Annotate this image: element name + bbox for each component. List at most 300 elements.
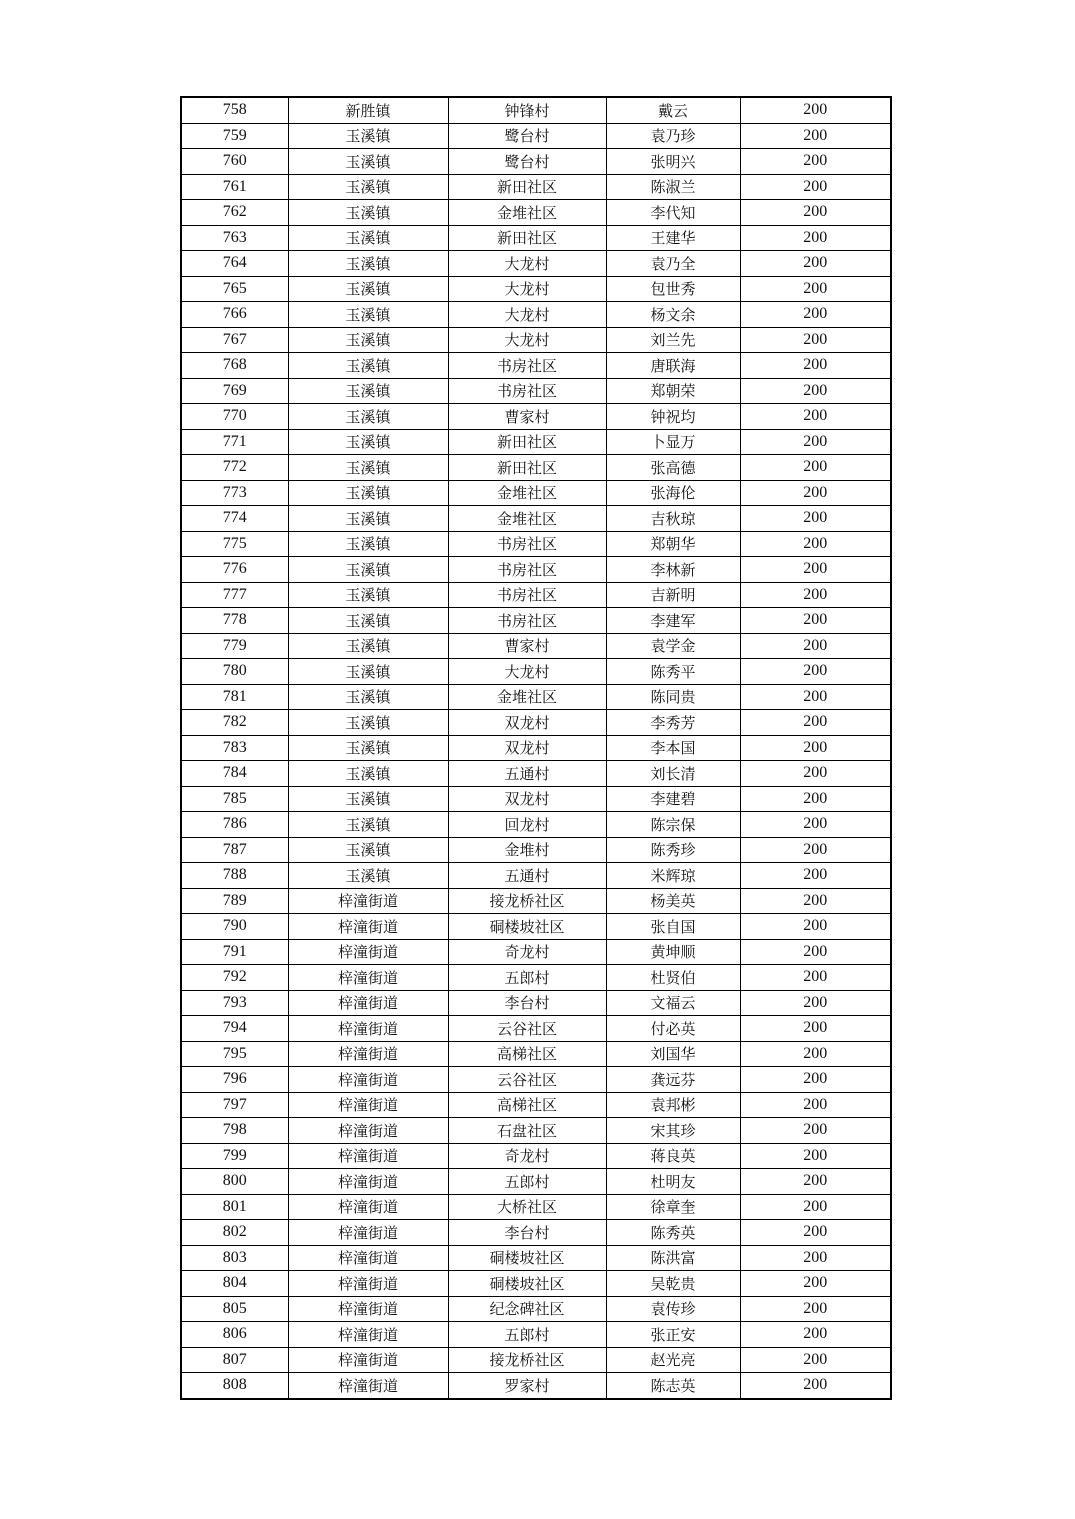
town-cell: 梓潼街道 — [288, 1271, 448, 1297]
amount-cell: 200 — [740, 97, 891, 123]
town-cell: 玉溪镇 — [288, 557, 448, 583]
table-row — [181, 633, 891, 659]
village-cell: 回龙村 — [448, 812, 606, 838]
village-cell: 五通村 — [448, 863, 606, 889]
amount-cell: 200 — [740, 1220, 891, 1246]
serial-number-cell: 766 — [181, 302, 288, 328]
serial-number-cell: 778 — [181, 608, 288, 634]
village-cell: 书房社区 — [448, 582, 606, 608]
table-row — [181, 225, 891, 251]
serial-number-cell: 794 — [181, 1016, 288, 1042]
person-name-cell: 李建军 — [606, 608, 740, 634]
table-row — [181, 786, 891, 812]
village-cell: 新田社区 — [448, 174, 606, 200]
amount-cell: 200 — [740, 812, 891, 838]
village-cell: 五郎村 — [448, 1169, 606, 1195]
town-cell: 玉溪镇 — [288, 608, 448, 634]
table-row — [181, 251, 891, 277]
town-cell: 玉溪镇 — [288, 480, 448, 506]
person-name-cell: 戴云 — [606, 97, 740, 123]
table-row — [181, 965, 891, 991]
table-row — [181, 735, 891, 761]
person-name-cell: 陈同贵 — [606, 684, 740, 710]
table-row — [181, 506, 891, 532]
table-row — [181, 480, 891, 506]
amount-cell: 200 — [740, 1271, 891, 1297]
town-cell: 玉溪镇 — [288, 123, 448, 149]
serial-number-cell: 765 — [181, 276, 288, 302]
serial-number-cell: 780 — [181, 659, 288, 685]
table-row — [181, 1067, 891, 1093]
amount-cell: 200 — [740, 302, 891, 328]
person-name-cell: 包世秀 — [606, 276, 740, 302]
person-name-cell: 郑朝华 — [606, 531, 740, 557]
table-row — [181, 1169, 891, 1195]
table-row — [181, 1143, 891, 1169]
amount-cell: 200 — [740, 276, 891, 302]
amount-cell: 200 — [740, 761, 891, 787]
village-cell: 钟锋村 — [448, 97, 606, 123]
person-name-cell: 刘国华 — [606, 1041, 740, 1067]
village-cell: 鹭台村 — [448, 149, 606, 175]
person-name-cell: 徐章奎 — [606, 1194, 740, 1220]
serial-number-cell: 806 — [181, 1322, 288, 1348]
serial-number-cell: 763 — [181, 225, 288, 251]
person-name-cell: 蒋良英 — [606, 1143, 740, 1169]
village-cell: 金堆社区 — [448, 506, 606, 532]
table-row — [181, 1092, 891, 1118]
town-cell: 玉溪镇 — [288, 200, 448, 226]
table-row — [181, 1118, 891, 1144]
serial-number-cell: 804 — [181, 1271, 288, 1297]
person-name-cell: 张海伦 — [606, 480, 740, 506]
village-cell: 罗家村 — [448, 1373, 606, 1399]
town-cell: 玉溪镇 — [288, 582, 448, 608]
amount-cell: 200 — [740, 608, 891, 634]
person-name-cell: 赵光亮 — [606, 1347, 740, 1373]
table-row — [181, 939, 891, 965]
town-cell: 梓潼街道 — [288, 990, 448, 1016]
town-cell: 梓潼街道 — [288, 1016, 448, 1042]
amount-cell: 200 — [740, 1169, 891, 1195]
person-name-cell: 陈洪富 — [606, 1245, 740, 1271]
serial-number-cell: 795 — [181, 1041, 288, 1067]
table-row — [181, 710, 891, 736]
amount-cell: 200 — [740, 455, 891, 481]
person-name-cell: 袁邦彬 — [606, 1092, 740, 1118]
village-cell: 高梯社区 — [448, 1092, 606, 1118]
table-row — [181, 659, 891, 685]
table-row — [181, 1296, 891, 1322]
serial-number-cell: 774 — [181, 506, 288, 532]
town-cell: 梓潼街道 — [288, 1347, 448, 1373]
village-cell: 双龙村 — [448, 710, 606, 736]
table-row — [181, 1271, 891, 1297]
amount-cell: 200 — [740, 1245, 891, 1271]
table-row — [181, 1194, 891, 1220]
serial-number-cell: 786 — [181, 812, 288, 838]
person-name-cell: 李代知 — [606, 200, 740, 226]
serial-number-cell: 768 — [181, 353, 288, 379]
table-row — [181, 837, 891, 863]
table-row — [181, 1016, 891, 1042]
amount-cell: 200 — [740, 1041, 891, 1067]
amount-cell: 200 — [740, 174, 891, 200]
serial-number-cell: 790 — [181, 914, 288, 940]
village-cell: 奇龙村 — [448, 1143, 606, 1169]
table-row — [181, 914, 891, 940]
table-row — [181, 1373, 891, 1399]
village-cell: 大龙村 — [448, 659, 606, 685]
village-cell: 接龙桥社区 — [448, 1347, 606, 1373]
amount-cell: 200 — [740, 506, 891, 532]
serial-number-cell: 772 — [181, 455, 288, 481]
village-cell: 李台村 — [448, 990, 606, 1016]
town-cell: 梓潼街道 — [288, 1169, 448, 1195]
person-name-cell: 吉秋琼 — [606, 506, 740, 532]
table-row — [181, 404, 891, 430]
town-cell: 玉溪镇 — [288, 455, 448, 481]
amount-cell: 200 — [740, 888, 891, 914]
amount-cell: 200 — [740, 531, 891, 557]
village-cell: 五通村 — [448, 761, 606, 787]
person-name-cell: 张高德 — [606, 455, 740, 481]
town-cell: 梓潼街道 — [288, 965, 448, 991]
table-row — [181, 149, 891, 175]
town-cell: 梓潼街道 — [288, 1296, 448, 1322]
town-cell: 梓潼街道 — [288, 914, 448, 940]
town-cell: 玉溪镇 — [288, 149, 448, 175]
person-name-cell: 张自国 — [606, 914, 740, 940]
town-cell: 玉溪镇 — [288, 684, 448, 710]
table-row — [181, 531, 891, 557]
amount-cell: 200 — [740, 684, 891, 710]
serial-number-cell: 782 — [181, 710, 288, 736]
table-row — [181, 863, 891, 889]
serial-number-cell: 761 — [181, 174, 288, 200]
village-cell: 李台村 — [448, 1220, 606, 1246]
person-name-cell: 杜明友 — [606, 1169, 740, 1195]
village-cell: 书房社区 — [448, 353, 606, 379]
amount-cell: 200 — [740, 251, 891, 277]
table-row — [181, 990, 891, 1016]
serial-number-cell: 807 — [181, 1347, 288, 1373]
amount-cell: 200 — [740, 149, 891, 175]
village-cell: 书房社区 — [448, 531, 606, 557]
person-name-cell: 文福云 — [606, 990, 740, 1016]
table-row — [181, 1322, 891, 1348]
table-row — [181, 302, 891, 328]
serial-number-cell: 798 — [181, 1118, 288, 1144]
town-cell: 玉溪镇 — [288, 531, 448, 557]
person-name-cell: 付必英 — [606, 1016, 740, 1042]
person-name-cell: 唐联海 — [606, 353, 740, 379]
person-name-cell: 杨文余 — [606, 302, 740, 328]
person-name-cell: 郑朝荣 — [606, 378, 740, 404]
serial-number-cell: 787 — [181, 837, 288, 863]
person-name-cell: 宋其珍 — [606, 1118, 740, 1144]
amount-cell: 200 — [740, 1143, 891, 1169]
table-row — [181, 812, 891, 838]
amount-cell: 200 — [740, 480, 891, 506]
person-name-cell: 陈淑兰 — [606, 174, 740, 200]
amount-cell: 200 — [740, 1092, 891, 1118]
person-name-cell: 李秀芳 — [606, 710, 740, 736]
amount-cell: 200 — [740, 429, 891, 455]
person-name-cell: 李建碧 — [606, 786, 740, 812]
serial-number-cell: 764 — [181, 251, 288, 277]
serial-number-cell: 788 — [181, 863, 288, 889]
village-cell: 奇龙村 — [448, 939, 606, 965]
table-row — [181, 123, 891, 149]
village-cell: 云谷社区 — [448, 1016, 606, 1042]
amount-cell: 200 — [740, 659, 891, 685]
village-cell: 硐楼坡社区 — [448, 1245, 606, 1271]
serial-number-cell: 805 — [181, 1296, 288, 1322]
town-cell: 玉溪镇 — [288, 633, 448, 659]
town-cell: 玉溪镇 — [288, 863, 448, 889]
person-name-cell: 李本国 — [606, 735, 740, 761]
serial-number-cell: 783 — [181, 735, 288, 761]
village-cell: 鹭台村 — [448, 123, 606, 149]
table-row — [181, 97, 891, 123]
person-name-cell: 袁学金 — [606, 633, 740, 659]
amount-cell: 200 — [740, 1347, 891, 1373]
town-cell: 玉溪镇 — [288, 812, 448, 838]
table-row — [181, 1245, 891, 1271]
town-cell: 玉溪镇 — [288, 735, 448, 761]
person-name-cell: 吴乾贵 — [606, 1271, 740, 1297]
amount-cell: 200 — [740, 1373, 891, 1399]
amount-cell: 200 — [740, 557, 891, 583]
person-name-cell: 陈秀平 — [606, 659, 740, 685]
town-cell: 玉溪镇 — [288, 837, 448, 863]
serial-number-cell: 803 — [181, 1245, 288, 1271]
person-name-cell: 刘长清 — [606, 761, 740, 787]
town-cell: 玉溪镇 — [288, 225, 448, 251]
person-name-cell: 张正安 — [606, 1322, 740, 1348]
town-cell: 玉溪镇 — [288, 659, 448, 685]
amount-cell: 200 — [740, 378, 891, 404]
village-cell: 金堆村 — [448, 837, 606, 863]
serial-number-cell: 758 — [181, 97, 288, 123]
village-cell: 书房社区 — [448, 378, 606, 404]
town-cell: 玉溪镇 — [288, 276, 448, 302]
town-cell: 玉溪镇 — [288, 327, 448, 353]
person-name-cell: 刘兰先 — [606, 327, 740, 353]
town-cell: 梓潼街道 — [288, 1092, 448, 1118]
village-cell: 双龙村 — [448, 786, 606, 812]
town-cell: 玉溪镇 — [288, 429, 448, 455]
town-cell: 新胜镇 — [288, 97, 448, 123]
village-cell: 五郎村 — [448, 965, 606, 991]
person-name-cell: 吉新明 — [606, 582, 740, 608]
serial-number-cell: 797 — [181, 1092, 288, 1118]
amount-cell: 200 — [740, 1118, 891, 1144]
table-row — [181, 455, 891, 481]
person-name-cell: 陈志英 — [606, 1373, 740, 1399]
amount-cell: 200 — [740, 786, 891, 812]
table-row — [181, 1347, 891, 1373]
table-row — [181, 174, 891, 200]
table-row — [181, 378, 891, 404]
town-cell: 梓潼街道 — [288, 1041, 448, 1067]
amount-cell: 200 — [740, 327, 891, 353]
village-cell: 新田社区 — [448, 225, 606, 251]
serial-number-cell: 784 — [181, 761, 288, 787]
person-name-cell: 陈秀英 — [606, 1220, 740, 1246]
serial-number-cell: 781 — [181, 684, 288, 710]
serial-number-cell: 769 — [181, 378, 288, 404]
serial-number-cell: 791 — [181, 939, 288, 965]
serial-number-cell: 770 — [181, 404, 288, 430]
village-cell: 金堆社区 — [448, 200, 606, 226]
serial-number-cell: 779 — [181, 633, 288, 659]
village-cell: 曹家村 — [448, 404, 606, 430]
village-cell: 硐楼坡社区 — [448, 1271, 606, 1297]
serial-number-cell: 792 — [181, 965, 288, 991]
serial-number-cell: 799 — [181, 1143, 288, 1169]
serial-number-cell: 808 — [181, 1373, 288, 1399]
town-cell: 梓潼街道 — [288, 1194, 448, 1220]
table-row — [181, 608, 891, 634]
village-cell: 接龙桥社区 — [448, 888, 606, 914]
serial-number-cell: 762 — [181, 200, 288, 226]
table-row — [181, 557, 891, 583]
amount-cell: 200 — [740, 1067, 891, 1093]
serial-number-cell: 760 — [181, 149, 288, 175]
village-cell: 大龙村 — [448, 251, 606, 277]
amount-cell: 200 — [740, 200, 891, 226]
amount-cell: 200 — [740, 633, 891, 659]
person-name-cell: 袁乃珍 — [606, 123, 740, 149]
person-name-cell: 陈秀珍 — [606, 837, 740, 863]
amount-cell: 200 — [740, 582, 891, 608]
amount-cell: 200 — [740, 1296, 891, 1322]
village-cell: 双龙村 — [448, 735, 606, 761]
person-name-cell: 黄坤顺 — [606, 939, 740, 965]
amount-cell: 200 — [740, 353, 891, 379]
table-body — [181, 97, 891, 1399]
serial-number-cell: 802 — [181, 1220, 288, 1246]
person-name-cell: 李林新 — [606, 557, 740, 583]
amount-cell: 200 — [740, 735, 891, 761]
village-cell: 硐楼坡社区 — [448, 914, 606, 940]
village-cell: 纪念碑社区 — [448, 1296, 606, 1322]
table-row — [181, 327, 891, 353]
serial-number-cell: 796 — [181, 1067, 288, 1093]
serial-number-cell: 775 — [181, 531, 288, 557]
serial-number-cell: 773 — [181, 480, 288, 506]
village-cell: 大龙村 — [448, 327, 606, 353]
village-cell: 大龙村 — [448, 302, 606, 328]
village-cell: 大龙村 — [448, 276, 606, 302]
person-name-cell: 钟祝均 — [606, 404, 740, 430]
table-row — [181, 582, 891, 608]
village-cell: 金堆社区 — [448, 684, 606, 710]
village-cell: 书房社区 — [448, 608, 606, 634]
town-cell: 玉溪镇 — [288, 404, 448, 430]
serial-number-cell: 800 — [181, 1169, 288, 1195]
amount-cell: 200 — [740, 863, 891, 889]
table-row — [181, 429, 891, 455]
serial-number-cell: 789 — [181, 888, 288, 914]
person-name-cell: 龚远芬 — [606, 1067, 740, 1093]
amount-cell: 200 — [740, 225, 891, 251]
town-cell: 玉溪镇 — [288, 174, 448, 200]
town-cell: 玉溪镇 — [288, 786, 448, 812]
village-cell: 石盘社区 — [448, 1118, 606, 1144]
town-cell: 梓潼街道 — [288, 1143, 448, 1169]
town-cell: 梓潼街道 — [288, 939, 448, 965]
person-name-cell: 陈宗保 — [606, 812, 740, 838]
person-name-cell: 袁乃全 — [606, 251, 740, 277]
person-name-cell: 王建华 — [606, 225, 740, 251]
table-row — [181, 353, 891, 379]
amount-cell: 200 — [740, 837, 891, 863]
serial-number-cell: 785 — [181, 786, 288, 812]
table-row — [181, 684, 891, 710]
village-cell: 金堆社区 — [448, 480, 606, 506]
village-cell: 云谷社区 — [448, 1067, 606, 1093]
amount-cell: 200 — [740, 1194, 891, 1220]
serial-number-cell: 776 — [181, 557, 288, 583]
town-cell: 玉溪镇 — [288, 353, 448, 379]
village-cell: 曹家村 — [448, 633, 606, 659]
town-cell: 梓潼街道 — [288, 1118, 448, 1144]
amount-cell: 200 — [740, 939, 891, 965]
town-cell: 玉溪镇 — [288, 251, 448, 277]
person-name-cell: 杨美英 — [606, 888, 740, 914]
town-cell: 玉溪镇 — [288, 761, 448, 787]
amount-cell: 200 — [740, 965, 891, 991]
serial-number-cell: 793 — [181, 990, 288, 1016]
village-cell: 五郎村 — [448, 1322, 606, 1348]
beneficiary-table — [180, 96, 892, 1400]
table-row — [181, 276, 891, 302]
town-cell: 梓潼街道 — [288, 1322, 448, 1348]
town-cell: 梓潼街道 — [288, 1067, 448, 1093]
town-cell: 玉溪镇 — [288, 506, 448, 532]
person-name-cell: 卜显万 — [606, 429, 740, 455]
town-cell: 梓潼街道 — [288, 888, 448, 914]
table-row — [181, 1041, 891, 1067]
town-cell: 梓潼街道 — [288, 1373, 448, 1399]
table-row — [181, 1220, 891, 1246]
person-name-cell: 张明兴 — [606, 149, 740, 175]
amount-cell: 200 — [740, 990, 891, 1016]
town-cell: 玉溪镇 — [288, 710, 448, 736]
amount-cell: 200 — [740, 710, 891, 736]
village-cell: 高梯社区 — [448, 1041, 606, 1067]
serial-number-cell: 777 — [181, 582, 288, 608]
serial-number-cell: 767 — [181, 327, 288, 353]
village-cell: 书房社区 — [448, 557, 606, 583]
table-row — [181, 200, 891, 226]
serial-number-cell: 759 — [181, 123, 288, 149]
amount-cell: 200 — [740, 914, 891, 940]
person-name-cell: 袁传珍 — [606, 1296, 740, 1322]
town-cell: 玉溪镇 — [288, 302, 448, 328]
village-cell: 新田社区 — [448, 429, 606, 455]
town-cell: 梓潼街道 — [288, 1245, 448, 1271]
person-name-cell: 米辉琼 — [606, 863, 740, 889]
amount-cell: 200 — [740, 123, 891, 149]
amount-cell: 200 — [740, 1322, 891, 1348]
village-cell: 大桥社区 — [448, 1194, 606, 1220]
town-cell: 玉溪镇 — [288, 378, 448, 404]
village-cell: 新田社区 — [448, 455, 606, 481]
